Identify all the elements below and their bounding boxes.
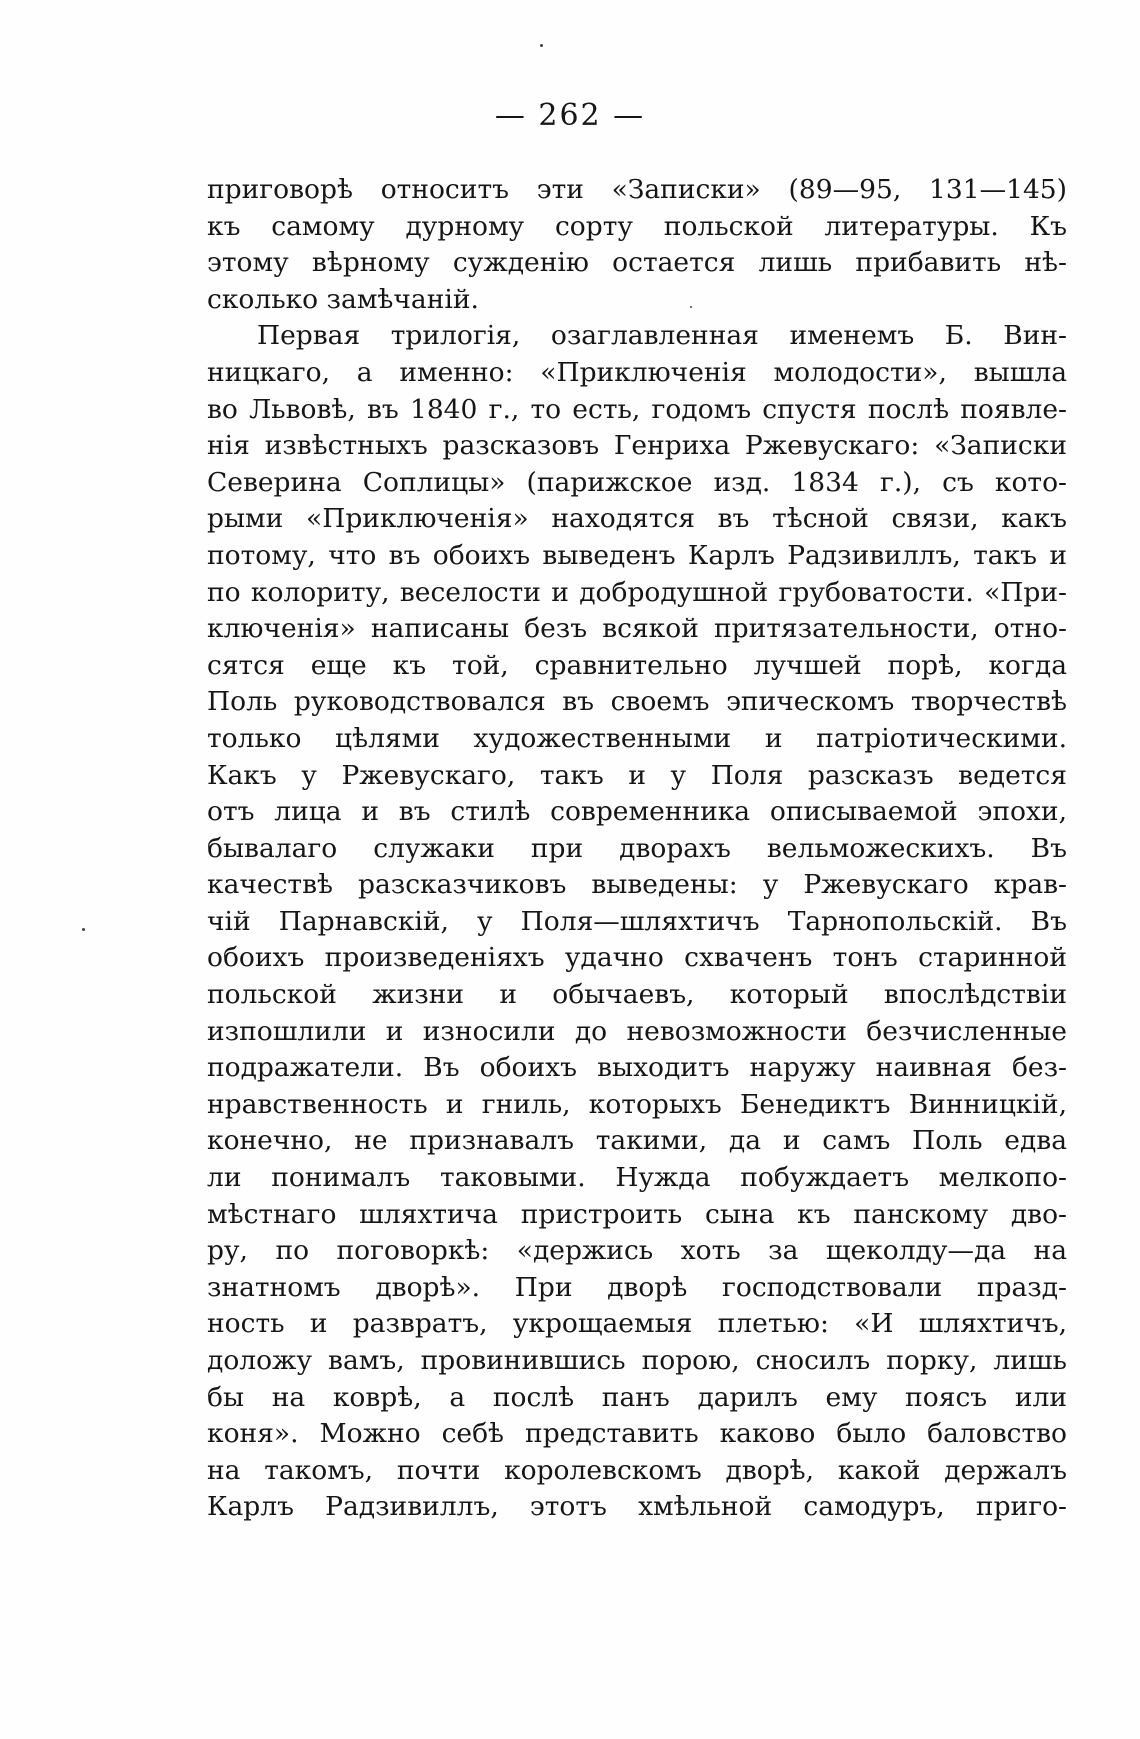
- text-line: отъ лица и въ стилѣ современника описываемой эпохи,: [207, 796, 1067, 828]
- text-line: польской жизни и обычаевъ, который впослѣдствіи: [207, 979, 1067, 1011]
- text-line: сятся еще къ той, сравнительно лучшей порѣ, когда: [207, 649, 1067, 681]
- body-text: [207, 172, 1067, 1526]
- page-number: — 262 —: [494, 98, 646, 133]
- text-line: рыми «Приключенія» находятся въ тѣсной связи, какъ: [207, 503, 1067, 535]
- text-line: Северина Соплицы» (парижское изд. 1834 г.), съ кото-: [207, 466, 1067, 498]
- text-line: изпошлили и износили до невозможности безчисленные: [207, 1015, 1067, 1047]
- text-line: этому вѣрному сужденію остается лишь прибавить нѣ-: [207, 247, 1067, 279]
- text-line: бывалаго служаки при дворахъ вельможескихъ. Въ: [207, 832, 1067, 864]
- text-line: коня». Можно себѣ представить каково было баловство: [207, 1418, 1067, 1450]
- text-line: конечно, не признавалъ такими, да и самъ Поль едва: [207, 1125, 1067, 1157]
- text-line: приговорѣ относитъ эти «Записки» (89—95, 131—145): [207, 174, 1067, 205]
- text-line: знатномъ дворѣ». При дворѣ господствовали празд-: [207, 1271, 1067, 1303]
- text-line: доложу вамъ, провинившись порою, сносилъ порку, лишь: [207, 1345, 1067, 1376]
- print-speck: [690, 306, 692, 308]
- text-line: качествѣ разсказчиковъ выведены: у Ржевускаго крав-: [207, 869, 1067, 901]
- text-line: ли понималъ таковыми. Нужда побуждаетъ мелкопо-: [207, 1162, 1067, 1194]
- text-line: чій Парнавскій, у Поля—шляхтичъ Тарнопольскій. Въ: [207, 905, 1067, 937]
- text-line: во Львовѣ, въ 1840 г., то есть, годомъ спустя послѣ появле-: [207, 393, 1067, 425]
- text-line: Поль руководствовался въ своемъ эпическомъ творчествѣ: [207, 686, 1067, 718]
- text-line: ключенія» написаны безъ всякой притязательности, отно-: [207, 613, 1067, 645]
- text-line: подражатели. Въ обоихъ выходитъ наружу наивная без-: [207, 1052, 1067, 1084]
- text-line: къ самому дурному сорту польской литературы. Къ: [207, 210, 1067, 242]
- text-line: Первая трилогія, озаглавленная именемъ Б. Вин-: [257, 320, 1067, 352]
- text-line: ницкаго, а именно: «Приключенія молодости», вышла: [207, 356, 1067, 388]
- text-line: потому, что въ обоихъ выведенъ Карлъ Радзивиллъ, такъ и: [207, 539, 1067, 571]
- text-line: Какъ у Ржевускаго, такъ и у Поля разсказъ ведется: [207, 759, 1067, 791]
- text-line: мѣстнаго шляхтича пристроить сына къ панскому дво-: [207, 1198, 1067, 1230]
- text-line: нія извѣстныхъ разсказовъ Генриха Ржевускаго: «Записки: [207, 430, 1067, 462]
- text-line: только цѣлями художественными и патріотическими.: [207, 722, 1067, 754]
- print-speck: [540, 44, 543, 47]
- text-line: нравственность и гниль, которыхъ Бенедиктъ Винницкій,: [207, 1088, 1067, 1120]
- print-speck: [82, 928, 85, 931]
- text-line: ность и развратъ, укрощаемыя плетью: «И шляхтичъ,: [207, 1308, 1067, 1340]
- text-line: бы на коврѣ, а послѣ панъ дарилъ ему поясъ или: [207, 1381, 1067, 1413]
- text-line: на такомъ, почти королевскомъ дворѣ, какой держалъ: [207, 1454, 1067, 1486]
- text-line: сколько замѣчаній.: [207, 283, 479, 315]
- text-line: по колориту, веселости и добродушной грубоватости. «При-: [207, 576, 1067, 608]
- text-line: обоихъ произведеніяхъ удачно схваченъ тонъ старинной: [207, 942, 1067, 974]
- text-line: ру, по поговоркѣ: «держись хоть за щеколду—да на: [207, 1235, 1067, 1267]
- text-line: Карлъ Радзивиллъ, этотъ хмѣльной самодуръ, приго-: [207, 1491, 1067, 1523]
